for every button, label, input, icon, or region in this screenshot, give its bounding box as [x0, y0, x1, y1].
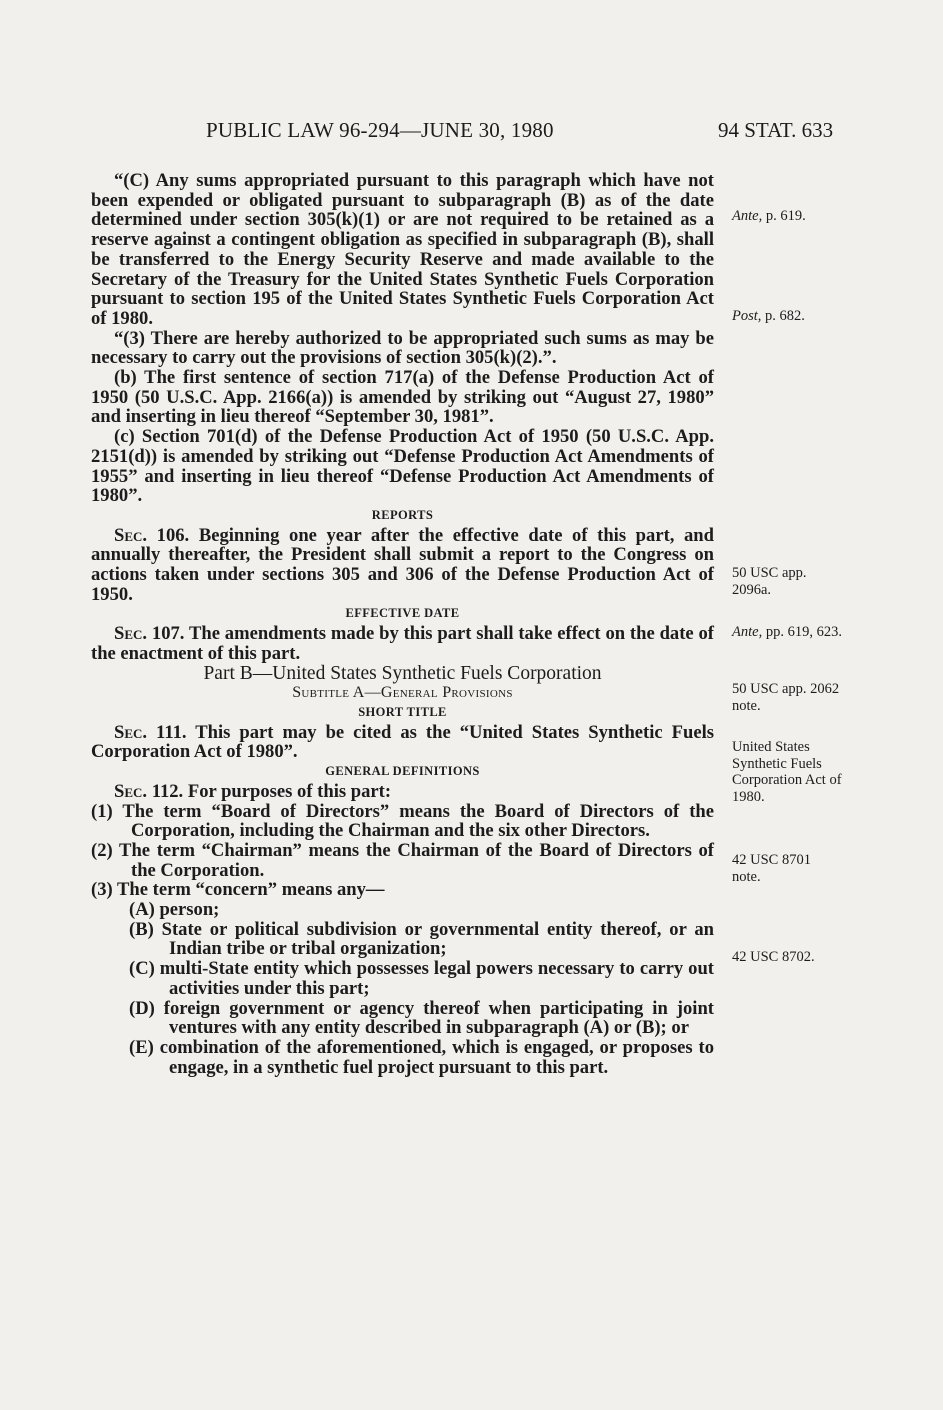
section-111-label: Sec. 111. — [114, 721, 187, 743]
section-106 — [91, 526, 714, 605]
margin-note-post-label: Post, — [732, 308, 762, 324]
margin-note-ante2-label: Ante, — [732, 624, 763, 640]
page-stat-number: 94 STAT. 633 — [718, 118, 834, 142]
margin-note-ante-619-623 — [732, 624, 842, 641]
section-112-label: Sec. 112. — [114, 780, 184, 802]
running-header-title: PUBLIC LAW 96-294—JUNE 30, 1980 — [206, 118, 554, 142]
section-112-text: For purposes of this part: — [187, 780, 392, 802]
heading-part-b: Part B—United States Synthetic Fuels Corporation — [203, 662, 602, 684]
heading-subtitle-a: Subtitle A—General Provisions — [292, 684, 513, 702]
margin-note-42usc-8702: 42 USC 8702. — [732, 949, 815, 965]
margin-note-ante-ref: p. 619. — [765, 208, 806, 224]
margin-note-post-682 — [732, 308, 932, 325]
section-106-label: Sec. 106. — [114, 524, 190, 546]
heading-general-definitions: GENERAL DEFINITIONS — [325, 764, 480, 779]
margin-note-50usc-2062: 50 USC app. 2062 note. — [732, 681, 840, 714]
margin-note-ante-label: Ante, — [732, 208, 763, 224]
definition-2-chairman: (2) The term “Chairman” means the Chairman of the Board of Directors of the Corporation. — [91, 839, 714, 881]
definition-3d-foreign: (D) foreign government or agency thereof when participating in joint ventures with any entity described in subparagraph (A) or (B); or — [129, 997, 714, 1039]
definition-3a-person: (A) person; — [129, 899, 220, 921]
paragraph-c-amendment: (c) Section 701(d) of the Defense Production Act of 1950 (50 U.S.C. App. 2151(d)) is amended by striking out “Defense Production Act Amendments of 1955” and inserting in lieu thereof “Defense Production Act Amendments of 1980”. — [91, 426, 714, 507]
section-111 — [91, 723, 714, 762]
margin-note-42usc-8701: 42 USC 8701 note. — [732, 852, 811, 885]
section-107-label: Sec. 107. — [114, 623, 185, 645]
main-text-column — [91, 171, 714, 1077]
section-112 — [91, 782, 714, 802]
margin-note-post-ref: p. 682. — [765, 308, 805, 324]
definition-3e-combination: (E) combination of the aforementioned, which is engaged, or proposes to engage, in a synthetic fuel project pursuant to this part. — [129, 1036, 714, 1078]
margin-note-ante-619 — [732, 208, 932, 225]
section-106-text: Beginning one year after the effective date of this part, and annually thereafter, the President shall submit a report to the Congress on actions taken under sections 305 and 306 of the Defense Production Act of 1950. — [91, 524, 714, 605]
heading-reports: REPORTS — [371, 507, 434, 522]
section-111-text: This part may be cited as the “United States Synthetic Fuels Corporation Act of 1980”. — [91, 721, 715, 763]
section-107-text: The amendments made by this part shall take effect on the date of the enactment of this part. — [91, 623, 714, 664]
margin-note-50usc-2096a: 50 USC app. 2096a. — [732, 565, 807, 598]
heading-short-title: SHORT TITLE — [358, 704, 447, 719]
margin-note-act-1980: United States Synthetic Fuels Corporation Act of 1980. — [732, 739, 842, 805]
definition-1-board: (1) The term “Board of Directors” means the Board of Directors of the Corporation, including the Chairman and the six other Directors. — [91, 800, 714, 842]
margin-note-ante2-ref: pp. 619, 623. — [765, 624, 842, 640]
paragraph-b-amendment: (b) The first sentence of section 717(a) of the Defense Production Act of 1950 (50 U.S.C. App. 2166(a)) is amended by striking out “August 27, 1980” and inserting in lieu thereof “September 30, 1981”. — [91, 367, 714, 428]
paragraph-3-authorization: “(3) There are hereby authorized to be appropriated such sums as may be necessary to carry out the provisions of section 305(k)(2).”. — [91, 327, 714, 369]
definition-3b-state: (B) State or political subdivision or governmental entity thereof, or an Indian tribe or tribal organization; — [129, 918, 714, 960]
paragraph-c-appropriated-sums: “(C) Any sums appropriated pursuant to this paragraph which have not been expended or obligated pursuant to subparagraph (B) as of the date determined under section 305(k)(1) or are not required to be retained as a reserve against a contingent obligation as specified in subparagraph (B), shall be transferred to the Energy Security Reserve and made available to the Secretary of the Treasury for the United States Synthetic Fuels Corporation pursuant to section 195 of the United States Synthetic Fuels Corporation Act of 1980. — [91, 170, 714, 329]
definition-3-concern: (3) The term “concern” means any— — [91, 879, 385, 901]
heading-effective-date: EFFECTIVE DATE — [345, 606, 460, 621]
definition-3c-multistate: (C) multi-State entity which possesses legal powers necessary to carry out activities under this part; — [129, 958, 714, 999]
section-107 — [91, 624, 714, 663]
